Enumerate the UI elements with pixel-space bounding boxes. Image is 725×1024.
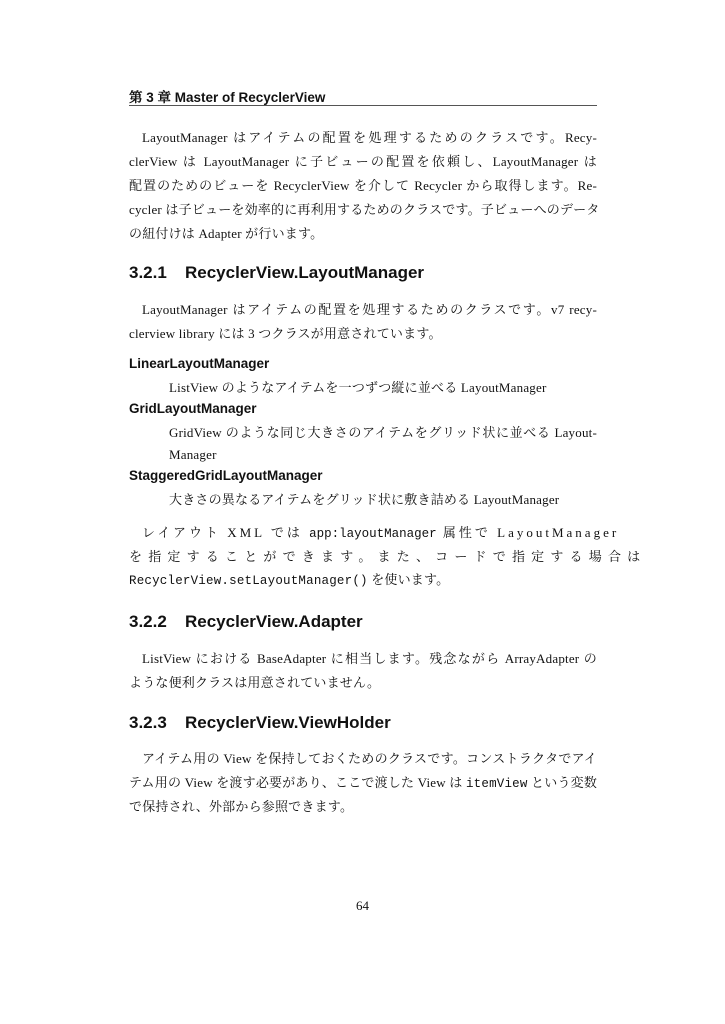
paragraph-line: clerview library には 3 つクラスが用意されています。 (129, 326, 442, 341)
definition-description: ListView のようなアイテムを一つずつ縦に並べる LayoutManager (169, 380, 547, 395)
definition-description: 大きさの異なるアイテムをグリッド状に敷き詰める LayoutManager (169, 492, 560, 507)
section-title: RecyclerView.Adapter (185, 612, 363, 631)
running-head: 第 3 章 Master of RecyclerView (129, 90, 326, 105)
paragraph-line: LayoutManager はアイテムの配置を処理するためのクラスです。v7 recy- (142, 302, 597, 317)
section-number: 3.2.3 (129, 713, 167, 732)
paragraph-line: を指定することができます。また、コードで指定する場合は (129, 549, 647, 564)
text-run: 属性で LayoutManager (442, 525, 620, 540)
section-heading-3-2-2 (129, 612, 363, 632)
header-rule (129, 105, 597, 106)
text-run: という変数 (527, 775, 598, 790)
paragraph-line: 配置のためのビューを RecyclerView を介して Recycler から取得します。Re- (129, 178, 597, 193)
text-run: テム用の View を渡す必要があり、ここで渡した View は (129, 775, 466, 790)
section-title: RecyclerView.ViewHolder (185, 713, 391, 732)
section-heading-3-2-3 (129, 713, 391, 733)
text-run: を使います。 (367, 572, 450, 587)
definition-term: LinearLayoutManager (129, 356, 270, 371)
text-run: レイアウト XML では (142, 525, 303, 540)
paragraph-line: cycler は子ビューを効率的に再利用するためのクラスです。子ビューへのデータ (129, 202, 600, 217)
definition-description: Manager (169, 447, 217, 462)
section-number: 3.2.1 (129, 263, 167, 282)
inline-code: RecyclerView.setLayoutManager() (129, 574, 368, 588)
paragraph-line: ような便利クラスは用意されていません。 (129, 675, 381, 690)
inline-code: app:layoutManager (309, 527, 437, 541)
page-number: 64 (356, 898, 369, 913)
paragraph-line: で保持され、外部から参照できます。 (129, 799, 354, 814)
definition-description: GridView のような同じ大きさのアイテムをグリッド状に並べる Layout- (169, 425, 597, 440)
paragraph-line: アイテム用の View を保持しておくためのクラスです。コンストラクタでアイ (142, 751, 597, 766)
section-title: RecyclerView.LayoutManager (185, 263, 425, 282)
paragraph-line: の紐付けは Adapter が行います。 (129, 226, 324, 241)
paragraph-line: ListView における BaseAdapter に相当します。残念ながら ArrayAdapter の (142, 651, 597, 666)
paragraph-line: clerView は LayoutManager に子ビューの配置を依頼し、LayoutManager は (129, 154, 597, 169)
section-heading-3-2-1 (129, 263, 424, 283)
paragraph-line (129, 572, 597, 589)
paragraph-line: LayoutManager はアイテムの配置を処理するためのクラスです。Recy- (142, 130, 597, 145)
definition-term: GridLayoutManager (129, 401, 257, 416)
paragraph-line (129, 525, 620, 542)
inline-code: itemView (465, 777, 528, 791)
section-number: 3.2.2 (129, 612, 167, 631)
paragraph-line (129, 775, 597, 792)
definition-term: StaggeredGridLayoutManager (129, 468, 323, 483)
